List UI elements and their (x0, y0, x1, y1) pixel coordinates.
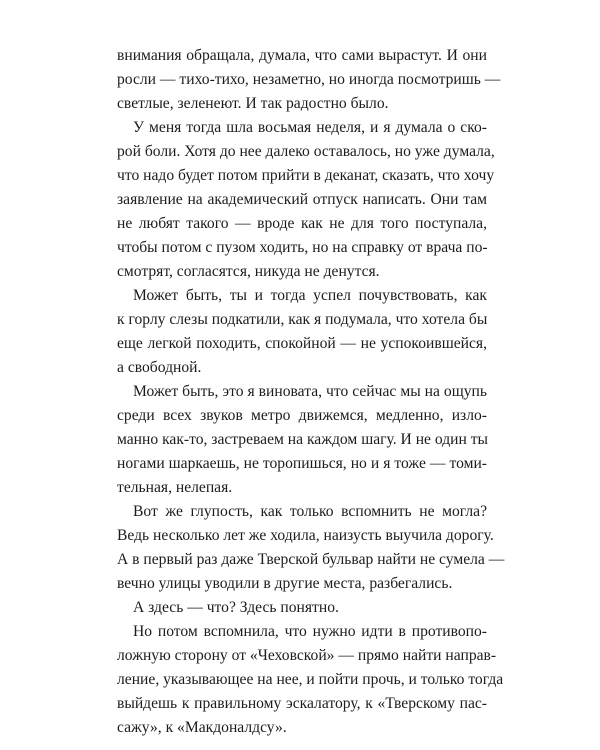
text-line: тельная, нелепая. (117, 479, 233, 496)
text-line: еще легкой походить, спокойной — не успокоившейся, (117, 335, 487, 352)
text-line: не любят такого — вроде как не для того поступала, (117, 215, 487, 232)
text-line: У меня тогда шла восьмая неделя, и я думала о ско- (133, 119, 487, 136)
text-line: Но потом вспомнила, что нужно идти в противопо- (133, 623, 487, 640)
text-line: сажу», к «Макдоналдсу». (117, 719, 287, 736)
text-line: вечно улицы уводили в другие места, разбегались. (117, 575, 453, 592)
text-line: а свободной. (117, 359, 202, 376)
text-line: Вот же глупость, как только вспомнить не могла? (133, 503, 487, 520)
text-line: что надо будет потом прийти в деканат, сказать, что хочу (117, 167, 495, 184)
text-line: к горлу слезы подкатили, как я подумала, что хотела бы (117, 311, 488, 328)
text-line: ление, указывающее на нее, и пойти прочь, и только тогда (117, 671, 504, 688)
text-line: Ведь несколько лет же ходила, наизусть выучила дорогу. (117, 527, 494, 544)
text-line: выйдешь к правильному эскалатору, к «Тверскому пас- (117, 695, 487, 712)
text-line: внимания обращала, думала, что сами вырастут. И они (117, 47, 487, 64)
text-line: А здесь — что? Здесь понятно. (133, 599, 339, 616)
text-line: ногами шаркаешь, не торопишься, но и я тоже — томи- (117, 455, 487, 472)
text-line: среди всех звуков метро движемся, медленно, изло- (117, 407, 487, 424)
text-line: рой боли. Хотя до нее далеко оставалось, но уже думала, (117, 143, 495, 160)
text-line: манно как-то, застреваем на каждом шагу. И не один ты (117, 431, 489, 448)
text-line: заявление на академический отпуск написать. Они там (117, 191, 487, 208)
text-line: Может быть, это я виновата, что сейчас мы на ощупь (133, 383, 487, 400)
text-line: смотрят, согласятся, никуда не денутся. (117, 263, 380, 280)
text-line: росли — тихо-тихо, незаметно, но иногда посмотришь — (117, 71, 501, 88)
text-line: чтобы потом с пузом ходить, но на справку от врача по- (117, 239, 488, 256)
text-line: Может быть, ты и тогда успел почувствовать, как (133, 287, 487, 304)
text-line: ложную сторону от «Чеховской» — прямо найти направ- (117, 647, 497, 664)
text-line: А в первый раз даже Тверской бульвар найти не сумела — (117, 551, 505, 568)
text-line: светлые, зеленеют. И так радостно было. (117, 95, 389, 112)
